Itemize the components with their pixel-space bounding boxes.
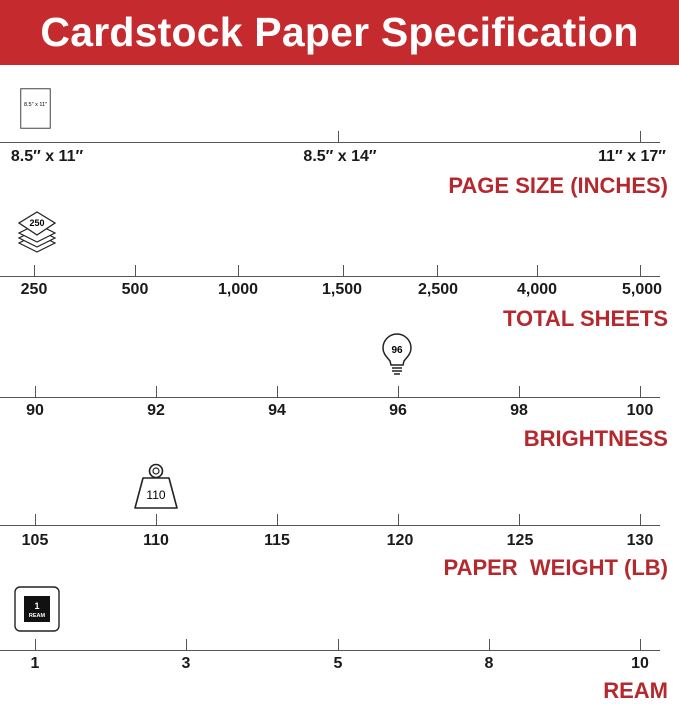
ream-tick-label: 8 [484,655,494,672]
page-size-tick-label: 11″ x 17″ [598,148,666,165]
paper-weight-tick [640,514,641,525]
total-sheets-tick-label: 1,000 [217,281,259,298]
total-sheets-title: TOTAL SHEETS [502,306,668,331]
paper-weight-marker [133,462,179,515]
paper-weight-axis [0,525,660,526]
page-size-tick [640,131,641,142]
ream-icon [14,586,60,632]
brightness-tick [519,386,520,397]
ream-tick-label: 1 [30,655,40,672]
total-sheets-tick-label: 1,500 [321,281,363,298]
paper-stack-icon-label: 250 [29,218,45,228]
ream-tick [640,639,641,650]
brightness-title: BRIGHTNESS [523,426,668,451]
weight-icon-label: 110 [146,488,166,502]
page-size-axis [0,142,660,143]
ream-tick [186,639,187,650]
sheet-icon [20,88,51,129]
weight-icon [133,462,179,510]
ream-scale [0,585,679,703]
paper-stack-icon [15,208,59,256]
brightness-axis [0,397,660,398]
ream-icon-number: 1 [34,601,40,611]
ream-tick-label: 3 [181,655,191,672]
ream-tick [35,639,36,650]
sheet-icon-label: 8.5″ x 11″ [23,102,48,108]
paper-weight-tick-label: 105 [21,532,49,549]
paper-weight-tick-label: 125 [506,532,534,549]
brightness-tick [640,386,641,397]
page-size-tick [338,131,339,142]
brightness-marker [381,332,413,383]
total-sheets-tick [437,265,438,276]
brightness-tick [35,386,36,397]
total-sheets-tick-label: 500 [121,281,149,298]
total-sheets-tick [537,265,538,276]
paper-weight-tick-label: 115 [264,532,290,549]
brightness-tick [398,386,399,397]
page-size-tick-label: 8.5″ x 11″ [10,148,84,165]
brightness-tick-label: 96 [389,402,407,419]
paper-weight-title: PAPER WEIGHT (LB) [443,555,668,580]
brightness-tick-label: 100 [626,402,654,419]
brightness-scale [0,330,679,460]
paper-weight-tick [398,514,399,525]
ream-tick [489,639,490,650]
brightness-tick [156,386,157,397]
page-size-tick-label: 8.5″ x 14″ [303,148,377,165]
ream-title: REAM [603,678,668,703]
paper-weight-tick-label: 130 [626,532,654,549]
brightness-tick-label: 92 [147,402,165,419]
total-sheets-scale [0,205,679,335]
total-sheets-tick [135,265,136,276]
page-size-title: PAGE SIZE (INCHES) [448,173,668,198]
ream-tick-label: 10 [631,655,649,672]
total-sheets-tick-label: 5,000 [621,281,663,298]
ream-axis [0,650,660,651]
total-sheets-marker [15,208,59,261]
light-bulb-icon-label: 96 [391,345,403,356]
brightness-tick-label: 94 [268,402,286,419]
paper-weight-scale [0,460,679,590]
paper-weight-tick-label: 120 [386,532,414,549]
paper-weight-tick [156,514,157,525]
title-banner [0,0,679,65]
page-title: Cardstock Paper Specification [40,9,639,55]
brightness-tick-label: 98 [510,402,528,419]
total-sheets-tick [34,265,35,276]
total-sheets-tick [343,265,344,276]
page-size-marker [20,88,51,134]
paper-weight-tick [277,514,278,525]
ream-marker [14,586,60,637]
paper-weight-tick [519,514,520,525]
ream-tick [338,639,339,650]
paper-weight-tick-label: 110 [143,532,169,549]
page-size-scale [0,65,679,205]
total-sheets-tick [238,265,239,276]
total-sheets-tick-label: 2,500 [417,281,459,298]
total-sheets-axis [0,276,660,277]
ream-tick-label: 5 [333,655,343,672]
total-sheets-tick-label: 4,000 [516,281,558,298]
light-bulb-icon [381,332,413,378]
ream-icon-unit: REAM [28,613,46,619]
brightness-tick [277,386,278,397]
total-sheets-tick [640,265,641,276]
brightness-tick-label: 90 [26,402,44,419]
paper-weight-tick [35,514,36,525]
total-sheets-tick-label: 250 [20,281,48,298]
